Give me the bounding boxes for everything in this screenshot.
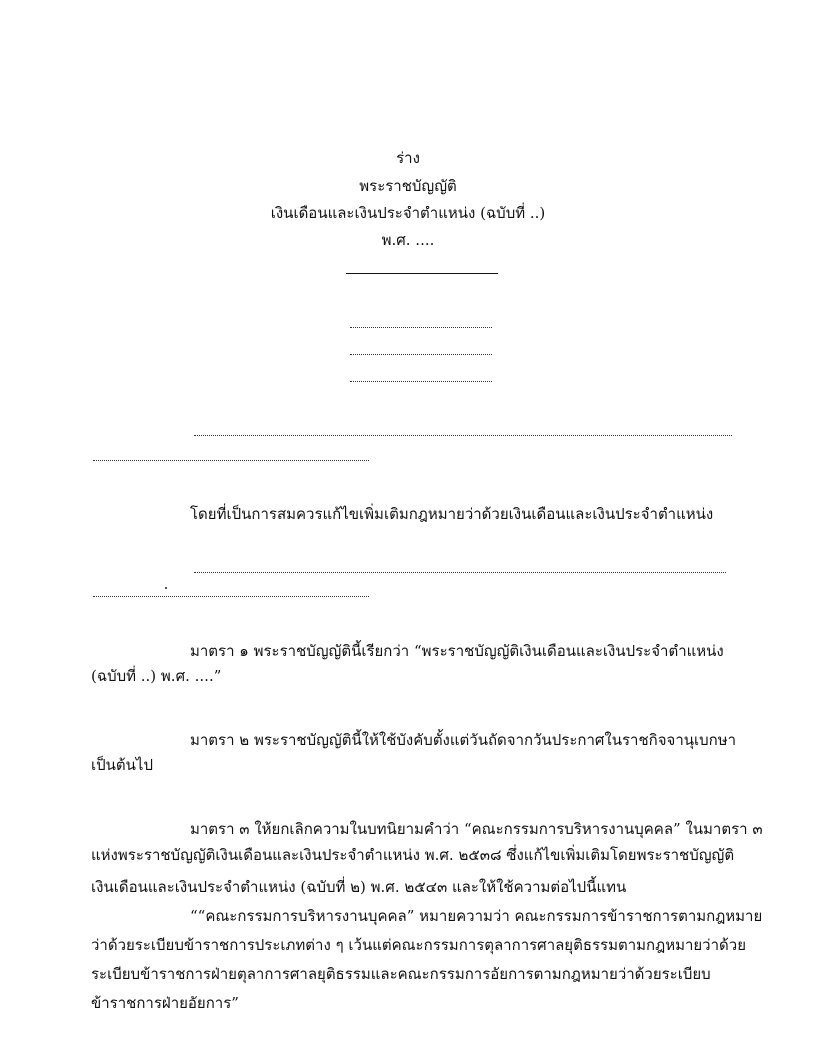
section-3-definition-line-4: ข้าราชการฝ่ายอัยการ” xyxy=(91,994,239,1012)
dotted-line-3 xyxy=(350,381,492,382)
preamble-dotted-line-2 xyxy=(93,596,369,597)
section-2-line-1: มาตรา ๒ พระราชบัญญัตินี้ให้ใช้บังคับตั้งแต่วันถัดจากวันประกาศในราชกิจจานุเบกษา xyxy=(190,731,737,749)
enacting-dotted-line-2 xyxy=(93,460,369,461)
preamble-dotted-line-1 xyxy=(194,572,726,573)
section-3-definition-line-2: ว่าด้วยระเบียบข้าราชการประเภทต่าง ๆ เว้นแต่คณะกรรมการตุลาการศาลยุติธรรมตามกฎหมายว่าด้วย xyxy=(91,936,746,954)
preamble-text: โดยที่เป็นการสมควรแก้ไขเพิ่มเติมกฎหมายว่าด้วยเงินเดือนและเงินประจำตำแหน่ง xyxy=(190,505,714,523)
scan-speck xyxy=(165,587,167,589)
section-3-definition-line-1: ““คณะกรรมการบริหารงานบุคคล” หมายความว่า คณะกรรมการข้าราชการตามกฎหมาย xyxy=(190,907,763,925)
section-3-line-2: แห่งพระราชบัญญัติเงินเดือนและเงินประจำตำแหน่ง พ.ศ. ๒๕๓๘ ซึ่งแก้ไขเพิ่มเติมโดยพระราชบัญญัติ xyxy=(91,846,735,864)
section-3-definition-line-3: ระเบียบข้าราชการฝ่ายตุลาการศาลยุติธรรมและคณะกรรมการอัยการตามกฎหมายว่าด้วยระเบียบ xyxy=(91,965,711,983)
dotted-line-1 xyxy=(350,327,492,328)
title-underline xyxy=(346,273,498,274)
section-2-line-2: เป็นต้นไป xyxy=(91,756,153,774)
section-3-line-3: เงินเดือนและเงินประจำตำแหน่ง (ฉบับที่ ๒) พ.ศ. ๒๕๔๓ และให้ใช้ความต่อไปนี้แทน xyxy=(91,878,627,896)
act-year: พ.ศ. .... xyxy=(381,231,435,249)
draft-label: ร่าง xyxy=(396,149,420,167)
dotted-line-2 xyxy=(350,354,492,355)
section-1-line-2: (ฉบับที่ ..) พ.ศ. ....” xyxy=(91,667,222,685)
act-title: เงินเดือนและเงินประจำตำแหน่ง (ฉบับที่ ..) xyxy=(270,204,546,222)
act-heading: พระราชบัญญัติ xyxy=(359,177,457,195)
section-1-line-1: มาตรา ๑ พระราชบัญญัตินี้เรียกว่า “พระราชบัญญัติเงินเดือนและเงินประจำตำแหน่ง xyxy=(190,642,724,660)
enacting-dotted-line-1 xyxy=(194,435,732,436)
section-3-line-1: มาตรา ๓ ให้ยกเลิกความในบทนิยามคำว่า “คณะกรรมการบริหารงานบุคคล” ในมาตรา ๓ xyxy=(190,820,763,838)
